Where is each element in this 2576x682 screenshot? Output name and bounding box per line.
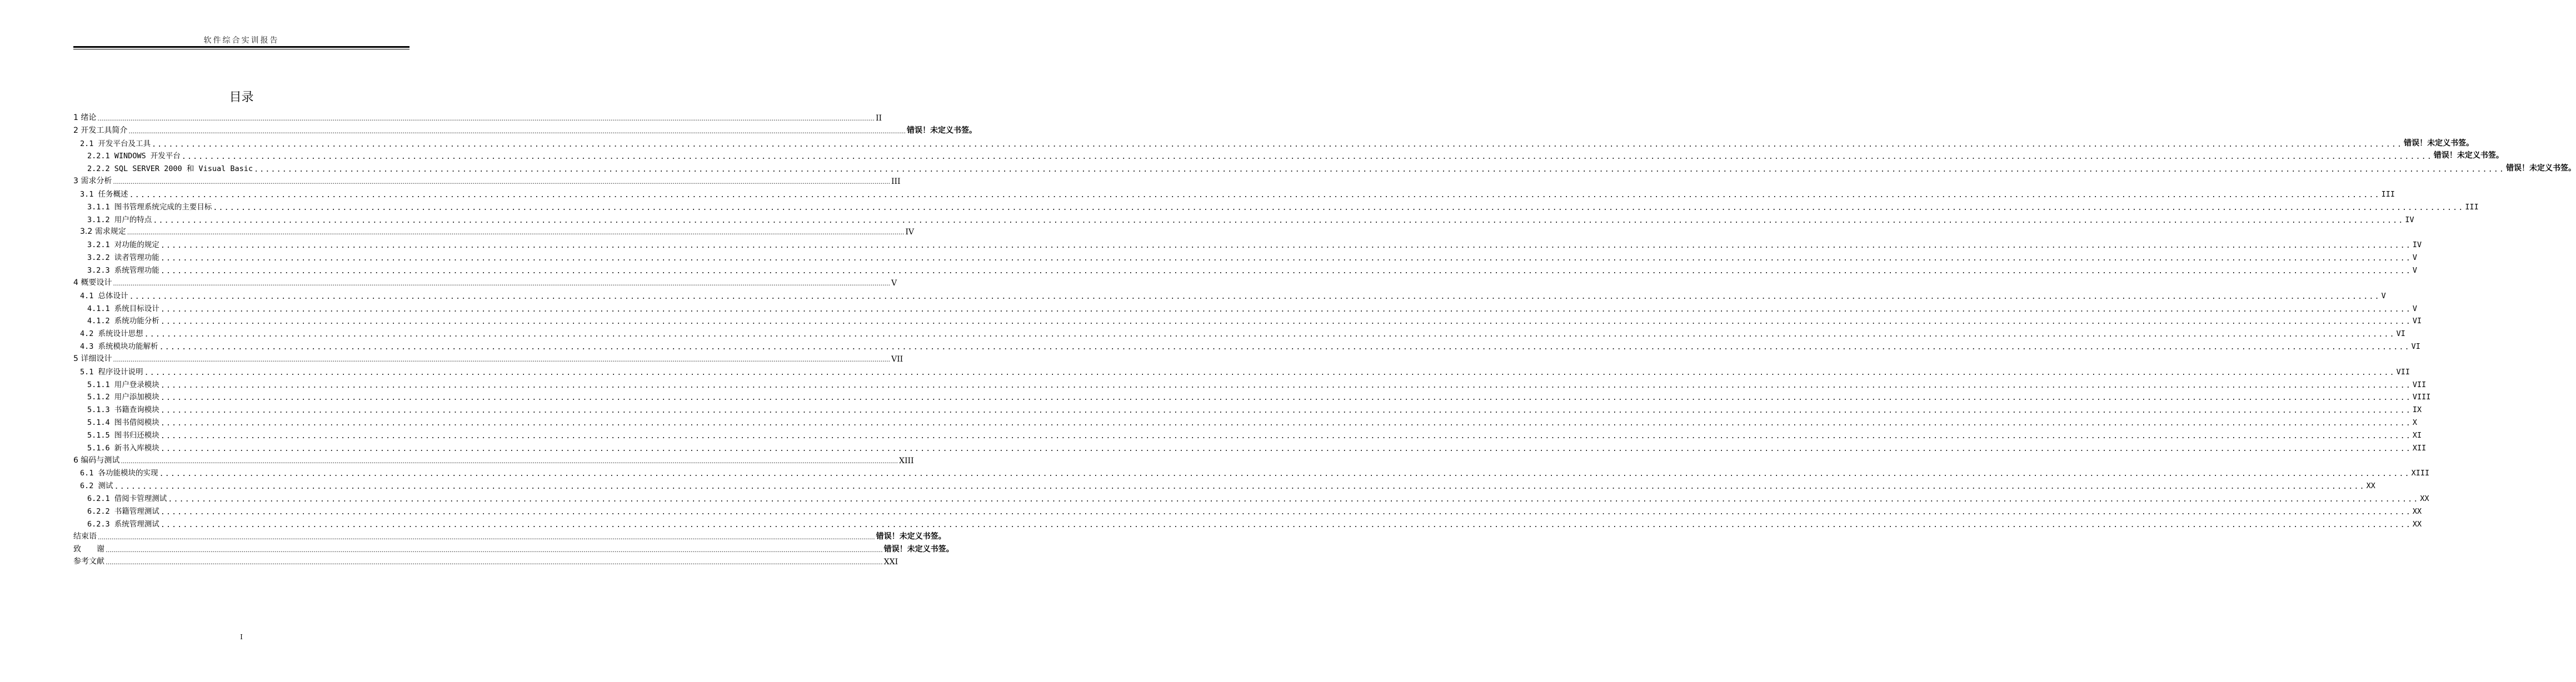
- toc-entry[interactable]: [73, 490, 2429, 504]
- toc-entry-title: 4.3 系统模块功能解析: [80, 342, 158, 352]
- toc-leader-dots: ................................................................................................................................................................................................................................................................................................................................................................................................................: [113, 279, 890, 287]
- toc-entry-title: 6.2.3 系统管理测试: [87, 519, 159, 529]
- toc-entry[interactable]: [73, 503, 2422, 516]
- toc-leader-dots: ................................................................................................................................................................................................................................................................................................................................................................................................................: [160, 266, 2412, 275]
- toc-entry-title: 参考文献: [73, 557, 104, 566]
- toc-entry-title: 2.1 开发平台及工具: [80, 139, 151, 148]
- toc-entry-page: V: [2381, 291, 2386, 300]
- toc-entry-title: 6.2.2 书籍管理测试: [87, 507, 159, 516]
- toc-entry-page: III: [891, 177, 901, 187]
- toc-entry-title: 5.1.3 书籍查询模块: [87, 405, 159, 415]
- toc-entry-page: IV: [2412, 240, 2422, 250]
- toc-entry-page: 错误！未定义书签。: [2506, 164, 2576, 173]
- toc-entry-title: 1 绪论: [73, 113, 97, 122]
- toc-entry[interactable]: [73, 402, 2422, 415]
- toc-entry-title: 5 详细设计: [73, 354, 112, 363]
- toc-leader-dots: ................................................................................................................................................................................................................................................................................................................................................................................................................: [153, 215, 2404, 225]
- toc-entry-title: 5.1 程序设计说明: [80, 367, 143, 377]
- toc-entry-page: V: [2412, 253, 2417, 263]
- toc-entry[interactable]: [73, 262, 2417, 275]
- toc-leader-dots: ................................................................................................................................................................................................................................................................................................................................................................................................................: [160, 254, 2412, 263]
- toc-entry[interactable]: [73, 377, 2427, 390]
- toc-entry-page: XII: [2412, 443, 2427, 453]
- toc-entry[interactable]: [73, 288, 2386, 301]
- toc-entry-title: 2.2.1 WINDOWS 开发平台: [87, 152, 181, 161]
- toc-entry[interactable]: [73, 224, 914, 237]
- toc-entry-title: 3.1 任务概述: [80, 189, 128, 199]
- toc-entry[interactable]: [73, 351, 903, 364]
- toc-entry[interactable]: [73, 427, 2422, 440]
- toc-entry-page: V: [891, 278, 897, 288]
- toc-entry-title: 2.2.2 SQL SERVER 2000 和 Visual Basic: [87, 164, 253, 174]
- toc-entry-title: 5.1.1 用户登录模块: [87, 380, 159, 389]
- toc-entry[interactable]: [73, 173, 901, 187]
- toc-entry[interactable]: [73, 364, 2410, 377]
- toc-leader-dots: ................................................................................................................................................................................................................................................................................................................................................................................................................: [129, 190, 2380, 199]
- toc-entry[interactable]: [73, 212, 2414, 225]
- toc-entry-title: 3.2 需求规定: [80, 227, 126, 237]
- toc-leader-dots: ................................................................................................................................................................................................................................................................................................................................................................................................................: [213, 203, 2464, 212]
- toc-entry[interactable]: [73, 249, 2417, 263]
- toc-leader-dots: ................................................................................................................................................................................................................................................................................................................................................................................................................: [160, 520, 2412, 529]
- toc-entry[interactable]: [73, 389, 2431, 403]
- toc-leader-dots: ................................................................................................................................................................................................................................................................................................................................................................................................................: [160, 241, 2412, 250]
- toc-entry[interactable]: [73, 110, 882, 123]
- toc-entry[interactable]: [73, 516, 2422, 529]
- toc-entry-page: XX: [2412, 507, 2422, 516]
- running-header: 软件综合实训报告: [203, 36, 279, 45]
- toc-entry-title: 4.2 系统设计思想: [80, 329, 143, 339]
- toc-entry-page: 错误！未定义书签。: [2433, 151, 2504, 161]
- toc-entry-title: 4.1 总体设计: [80, 291, 128, 300]
- toc-entry-title: 2 开发工具简介: [73, 126, 128, 135]
- toc-leader-dots: ................................................................................................................................................................................................................................................................................................................................................................................................................: [160, 444, 2412, 453]
- toc-entry-page: XIII: [899, 456, 914, 465]
- toc-entry-title: 3.1.2 用户的特点: [87, 215, 152, 224]
- toc-entry-title: 3.2.1 对功能的规定: [87, 240, 159, 250]
- toc-entry[interactable]: [73, 453, 914, 465]
- toc-leader-dots: ................................................................................................................................................................................................................................................................................................................................................................................................................: [160, 380, 2412, 390]
- toc-entry-title: 4 概要设计: [73, 278, 112, 287]
- toc-entry-title: 3.2.3 系统管理功能: [87, 265, 159, 275]
- toc-entry-page: VII: [2396, 367, 2410, 377]
- toc-entry[interactable]: [73, 338, 2420, 352]
- toc-leader-dots: ................................................................................................................................................................................................................................................................................................................................................................................................................: [160, 304, 2412, 314]
- toc-entry[interactable]: [73, 541, 954, 554]
- toc-entry[interactable]: [73, 478, 2375, 492]
- toc-entry-page: IV: [905, 228, 914, 237]
- toc-entry-page: XX: [2366, 482, 2375, 491]
- toc-entry-page: XIII: [2411, 469, 2430, 478]
- toc-entry-page: VI: [2412, 317, 2422, 326]
- toc-leader-dots: ................................................................................................................................................................................................................................................................................................................................................................................................................: [121, 457, 898, 465]
- toc-entry-title: 致 谢: [73, 544, 104, 554]
- toc-leader-dots: ................................................................................................................................................................................................................................................................................................................................................................................................................: [129, 292, 2380, 301]
- toc-entry-page: 错误！未定义书签。: [907, 126, 977, 135]
- toc-entry-title: 3 需求分析: [73, 177, 112, 186]
- toc-entry-page: VII: [2412, 380, 2427, 389]
- toc-entry[interactable]: [73, 237, 2422, 250]
- toc-title: 目录: [229, 91, 254, 104]
- toc-entry-page: X: [2412, 418, 2417, 428]
- toc-entry-page: IV: [2405, 215, 2414, 224]
- toc-entry-page: 错误！未定义书签。: [876, 531, 946, 541]
- toc-entry-page: III: [2381, 189, 2395, 199]
- toc-leader-dots: ................................................................................................................................................................................................................................................................................................................................................................................................................: [160, 393, 2412, 403]
- toc-entry-title: 3.1.1 图书管理系统完成的主要目标: [87, 202, 212, 212]
- toc-entry-page: 错误！未定义书签。: [2404, 138, 2474, 148]
- toc-entry[interactable]: [73, 313, 2422, 327]
- toc-leader-dots: ................................................................................................................................................................................................................................................................................................................................................................................................................: [106, 546, 883, 554]
- toc-entry-page: XXI: [883, 558, 898, 567]
- toc-leader-dots: ................................................................................................................................................................................................................................................................................................................................................................................................................: [160, 431, 2412, 440]
- toc-entry-page: 错误！未定义书签。: [883, 544, 954, 554]
- toc-leader-dots: ................................................................................................................................................................................................................................................................................................................................................................................................................: [144, 330, 2395, 339]
- toc-entry[interactable]: [73, 414, 2417, 428]
- toc-entry[interactable]: [73, 275, 897, 288]
- toc-entry[interactable]: [73, 300, 2417, 314]
- page-number: I: [240, 633, 243, 641]
- toc-entry[interactable]: [73, 554, 898, 567]
- toc-entry-title: 4.1.2 系统功能分析: [87, 317, 159, 326]
- toc-leader-dots: ................................................................................................................................................................................................................................................................................................................................................................................................................: [160, 508, 2412, 516]
- toc-leader-dots: ................................................................................................................................................................................................................................................................................................................................................................................................................: [152, 139, 2403, 149]
- toc-leader-dots: ................................................................................................................................................................................................................................................................................................................................................................................................................: [98, 533, 875, 541]
- toc-leader-dots: ................................................................................................................................................................................................................................................................................................................................................................................................................: [128, 127, 906, 135]
- toc-leader-dots: ................................................................................................................................................................................................................................................................................................................................................................................................................: [253, 165, 2505, 174]
- toc-entry-page: III: [2465, 202, 2479, 212]
- toc-entry-page: XX: [2412, 519, 2422, 529]
- toc-leader-dots: ................................................................................................................................................................................................................................................................................................................................................................................................................: [159, 469, 2410, 479]
- toc-entry[interactable]: [73, 325, 2405, 339]
- toc-leader-dots: ................................................................................................................................................................................................................................................................................................................................................................................................................: [144, 368, 2395, 377]
- toc-leader-dots: ................................................................................................................................................................................................................................................................................................................................................................................................................: [106, 559, 883, 566]
- toc-entry[interactable]: [73, 529, 946, 541]
- table-of-contents: [73, 110, 2576, 567]
- toc-entry-page: XI: [2412, 430, 2422, 440]
- toc-leader-dots: ................................................................................................................................................................................................................................................................................................................................................................................................................: [160, 406, 2412, 415]
- toc-leader-dots: ................................................................................................................................................................................................................................................................................................................................................................................................................: [168, 495, 2419, 504]
- toc-entry-title: 5.1.4 图书借阅模块: [87, 418, 159, 428]
- toc-entry-title: 6 编码与测试: [73, 455, 120, 465]
- toc-entry[interactable]: [73, 161, 2576, 174]
- toc-entry-title: 5.1.5 图书归还模块: [87, 430, 159, 440]
- toc-entry[interactable]: [73, 465, 2430, 479]
- toc-leader-dots: ................................................................................................................................................................................................................................................................................................................................................................................................................: [113, 178, 890, 186]
- toc-entry-page: VI: [2411, 342, 2420, 352]
- toc-entry[interactable]: [73, 199, 2479, 212]
- toc-entry-page: VII: [891, 354, 903, 364]
- toc-entry-page: V: [2412, 265, 2417, 275]
- toc-entry[interactable]: [73, 148, 2504, 162]
- toc-leader-dots: ................................................................................................................................................................................................................................................................................................................................................................................................................: [114, 482, 2365, 492]
- toc-leader-dots: ................................................................................................................................................................................................................................................................................................................................................................................................................: [159, 343, 2410, 352]
- toc-entry-title: 4.1.1 系统目标设计: [87, 304, 159, 313]
- toc-leader-dots: ................................................................................................................................................................................................................................................................................................................................................................................................................: [160, 419, 2412, 428]
- toc-entry-page: V: [2412, 304, 2417, 313]
- toc-leader-dots: ................................................................................................................................................................................................................................................................................................................................................................................................................: [113, 355, 890, 363]
- toc-leader-dots: ................................................................................................................................................................................................................................................................................................................................................................................................................: [181, 152, 2433, 162]
- toc-leader-dots: ................................................................................................................................................................................................................................................................................................................................................................................................................: [97, 114, 875, 122]
- toc-entry-page: IX: [2412, 405, 2422, 415]
- toc-leader-dots: ................................................................................................................................................................................................................................................................................................................................................................................................................: [160, 317, 2412, 327]
- toc-entry[interactable]: [73, 186, 2395, 199]
- toc-entry[interactable]: [73, 123, 977, 136]
- toc-entry-page: VI: [2396, 329, 2405, 339]
- toc-entry-page: VIII: [2412, 393, 2431, 402]
- toc-entry-title: 3.2.2 读者管理功能: [87, 253, 159, 263]
- toc-entry-title: 6.2 测试: [80, 482, 113, 491]
- toc-entry-title: 5.1.6 新书入库模块: [87, 443, 159, 453]
- toc-leader-dots: ................................................................................................................................................................................................................................................................................................................................................................................................................: [127, 229, 905, 237]
- toc-entry[interactable]: [73, 136, 2474, 149]
- toc-entry-title: 6.2.1 借阅卡管理测试: [87, 494, 167, 504]
- toc-entry-title: 5.1.2 用户添加模块: [87, 393, 159, 402]
- toc-entry-page: II: [876, 113, 882, 123]
- toc-entry[interactable]: [73, 440, 2427, 453]
- toc-entry-page: XX: [2420, 494, 2429, 504]
- toc-entry-title: 6.1 各功能模块的实现: [80, 469, 158, 478]
- toc-entry-title: 结束语: [73, 531, 97, 541]
- header-rule-thick: [73, 46, 410, 48]
